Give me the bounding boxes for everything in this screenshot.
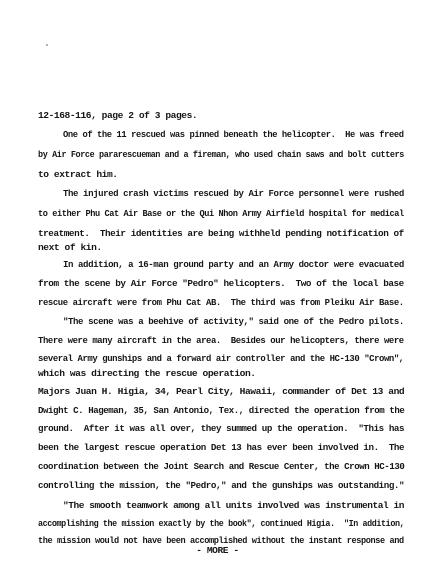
- text-line: been the largest rescue operation Det 13 has ever been involved in. The: [38, 442, 405, 453]
- text-line: to extract him.: [38, 169, 118, 180]
- text-line: which was directing the rescue operation.: [38, 368, 256, 379]
- text-line: One of the 11 rescued was pinned beneath the helicopter. He was freed: [63, 129, 404, 140]
- text-line: treatment. Their identities are being withheld pending notification of: [38, 228, 404, 239]
- text-line: next of kin.: [38, 242, 102, 253]
- text-line: by Air Force pararescueman and a fireman, who used chain saws and bolt cutters: [38, 149, 404, 160]
- text-line: several Army gunships and a forward air controller and the HC-130 "Crown",: [38, 353, 404, 364]
- text-line: "The scene was a beehive of activity," said one of the Pedro pilots.: [63, 316, 404, 327]
- text-line: from the scene by Air Force "Pedro" helicopters. Two of the local base: [38, 278, 404, 289]
- page-header: 12-168-116, page 2 of 3 pages.: [38, 110, 198, 121]
- text-line: In addition, a 16-man ground party and an Army doctor were evacuated: [63, 259, 404, 270]
- text-line: Majors Juan H. Higia, 34, Pearl City, Hawaii, commander of Det 13 and: [38, 386, 405, 397]
- text-line: to either Phu Cat Air Base or the Qui Nhon Army Airfield hospital for medical: [38, 208, 404, 219]
- text-line: controlling the mission, the "Pedro," and the gunships was outstanding.": [38, 480, 405, 491]
- text-line: Dwight C. Hageman, 35, San Antonio, Tex., directed the operation from the: [38, 405, 405, 416]
- text-line: The injured crash victims rescued by Air Force personnel were rushed: [63, 188, 404, 199]
- scan-speck: [46, 44, 48, 46]
- text-line: "The smooth teamwork among all units involved was instrumental in: [63, 500, 404, 511]
- text-line: There were many aircraft in the area. Besides our helicopters, there were: [38, 335, 404, 346]
- page-footer: - MORE -: [196, 545, 239, 556]
- text-line: accomplishing the mission exactly by the book", continued Higia. "In addition,: [38, 518, 405, 529]
- text-line: rescue aircraft were from Phu Cat AB. The third was from Pleiku Air Base.: [38, 297, 404, 308]
- text-line: coordination between the Joint Search and Rescue Center, the Crown HC-130: [38, 461, 405, 472]
- text-line: ground. After it was all over, they summed up the operation. "This has: [38, 423, 405, 434]
- text-line: the mission would not have been accomplished without the instant response and: [38, 535, 404, 546]
